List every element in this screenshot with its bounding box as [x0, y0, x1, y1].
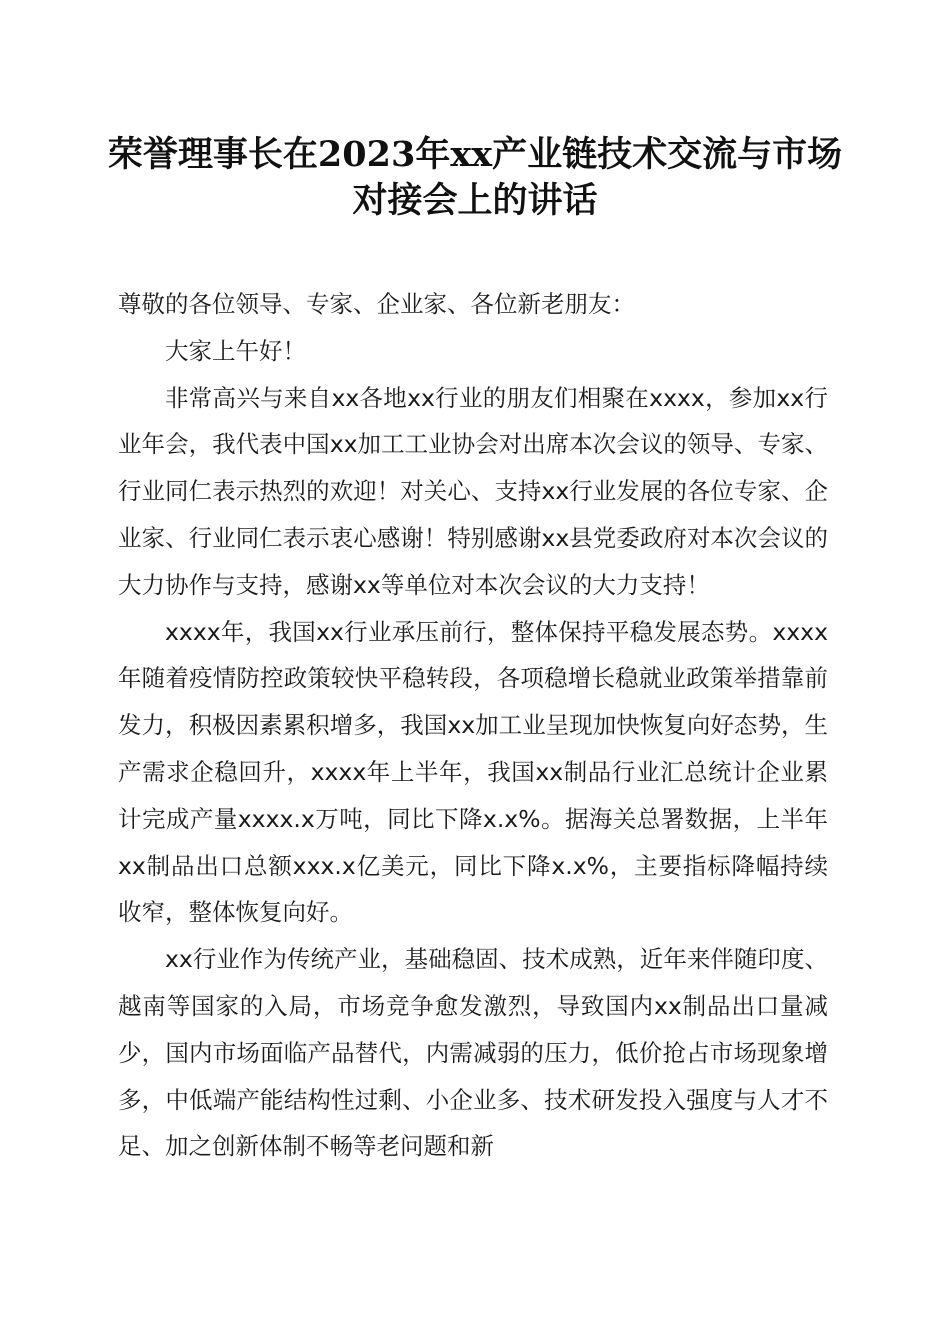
salutation: 尊敬的各位领导、专家、企业家、各位新老朋友： [118, 290, 635, 318]
body-paragraph: 非常高兴与来自xx各地xx行业的朋友们相聚在xxxx，参加xx行业年会，我代表中国xx加工工业协会对出席本次会议的领导、专家、行业同仁表示热烈的欢迎！对关心、支持xx行业发展的各位专家、企业家、行业同仁表示衷心感谢！特别感谢xx县党委政府对本次会议的大力协作与支持，感谢xx等单位对本次会议的大力支持！ [118, 383, 828, 599]
document-body [118, 281, 828, 1170]
body-paragraph: xxxx年，我国xx行业承压前行，整体保持平稳发展态势。xxxx年随着疫情防控政策较快平稳转段，各项稳增长稳就业政策举措靠前发力，积极因素累积增多，我国xx加工业呈现加快恢复向好态势，生产需求企稳回升，xxxx年上半年，我国xx制品行业汇总统计企业累计完成产量xxxx.x万吨，同比下降x.x%。据海关总署数据，上半年xx制品出口总额xxx.x亿美元，同比下降x.x%，主要指标降幅持续收窄，整体恢复向好。 [118, 617, 828, 927]
document-title: 荣誉理事长在2023年xx产业链技术交流与市场对接会上的讲话 [107, 134, 843, 221]
body-paragraph: xx行业作为传统产业，基础稳固、技术成熟，近年来伴随印度、越南等国家的入局，市场竞争愈发激烈，导致国内xx制品出口量减少，国内市场面临产品替代，内需减弱的压力，低价抢占市场现象增多，中低端产能结构性过剩、小企业多、技术研发投入强度与人才不足、加之创新体制不畅等老问题和新 [118, 945, 828, 1161]
greeting-paragraph: 大家上午好！ [165, 336, 306, 365]
